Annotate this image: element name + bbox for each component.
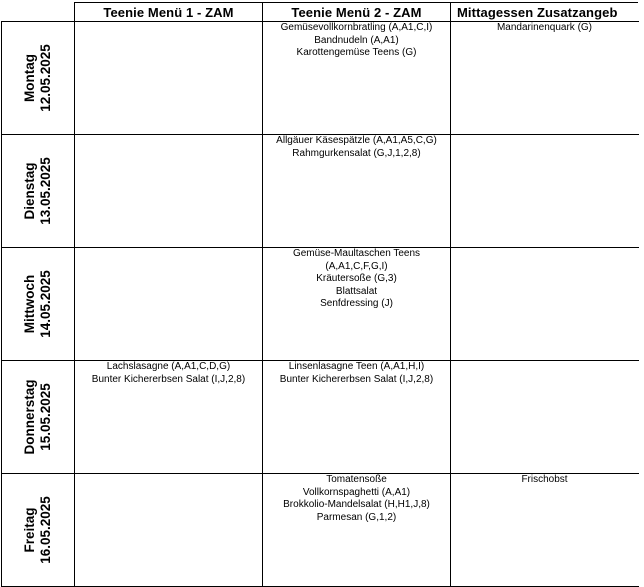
- dish-line: Allgäuer Käsespätzle (A,A1,A5,C,G): [276, 135, 437, 146]
- extra-cell: [451, 474, 639, 587]
- weekday: Dienstag: [22, 162, 37, 220]
- dish-line: Karottengemüse Teens (G): [296, 47, 417, 59]
- dish-line: Bunter Kichererbsen Salat (I,J,2,8): [279, 373, 434, 385]
- date: 16.05.2025: [38, 496, 53, 564]
- dish-line: Mandarinenquark (G): [496, 22, 593, 33]
- weekday: Montag: [22, 54, 37, 103]
- extra-cell: [451, 361, 639, 474]
- menu2-cell: [263, 135, 451, 248]
- menu1-cell: [75, 361, 263, 474]
- extra-cell: [451, 248, 639, 361]
- dish-line: Kräutersoße (G,3): [316, 273, 397, 285]
- day-cell-friday: [2, 474, 75, 587]
- day-cell-wednesday: [2, 248, 75, 361]
- dish-line: (A,A1,C,F,G,I): [325, 260, 388, 272]
- dish-line: Lachslasagne (A,A1,C,D,G): [106, 361, 231, 372]
- day-row-friday: [2, 474, 639, 587]
- dish-line: Gemüsevollkornbratling (A,A1,C,I): [280, 22, 433, 33]
- day-label: [22, 157, 54, 225]
- menu2-cell: [263, 248, 451, 361]
- date: 12.05.2025: [38, 44, 53, 112]
- header-menu-1: Teenie Menü 1 - ZAM: [75, 3, 263, 22]
- day-row-tuesday: [2, 135, 639, 248]
- menu1-cell: [75, 248, 263, 361]
- menu2-cell: [263, 474, 451, 587]
- dish-line: Senfdressing (J): [320, 298, 393, 310]
- menu2-cell: [263, 22, 451, 135]
- dish-line: Parmesan (G,1,2): [316, 511, 397, 523]
- header-menu-2: Teenie Menü 2 - ZAM: [263, 3, 451, 22]
- day-row-wednesday: [2, 248, 639, 361]
- menu1-cell: [75, 22, 263, 135]
- dish-line: Rahmgurkensalat (G,J,1,2,8): [292, 147, 421, 159]
- menu2-cell: [263, 361, 451, 474]
- extra-cell: [451, 135, 639, 248]
- dish-line: Gemüse-Maultaschen Teens: [292, 248, 421, 259]
- dish-line: Brokkolio-Mandelsalat (H,H1,J,8): [283, 499, 430, 511]
- day-cell-monday: [2, 22, 75, 135]
- day-label: [22, 496, 54, 564]
- dish-line: Bunter Kichererbsen Salat (I,J,2,8): [91, 373, 246, 385]
- menu-table: [1, 2, 639, 587]
- dish-line: Bandnudeln (A,A1): [314, 34, 399, 46]
- day-row-monday: [2, 22, 639, 135]
- day-row-thursday: [2, 361, 639, 474]
- date: 14.05.2025: [38, 270, 53, 338]
- menu1-cell: [75, 474, 263, 587]
- dish-line: Vollkornspaghetti (A,A1): [302, 486, 411, 498]
- extra-cell: [451, 22, 639, 135]
- day-label: [22, 44, 54, 112]
- header-corner: [2, 3, 75, 22]
- date: 15.05.2025: [38, 383, 53, 451]
- dish-line: Blattsalat: [335, 285, 378, 297]
- day-label: [22, 270, 54, 338]
- dish-line: Linsenlasagne Teen (A,A1,H,I): [288, 361, 425, 372]
- day-cell-tuesday: [2, 135, 75, 248]
- dish-line: Tomatensoße: [326, 474, 387, 485]
- day-label: [22, 379, 54, 454]
- weekday: Mittwoch: [22, 274, 37, 334]
- dish-line: Frischobst: [521, 474, 568, 485]
- menu1-cell: [75, 135, 263, 248]
- header-row: [2, 3, 639, 22]
- weekday: Freitag: [22, 507, 37, 553]
- header-extra: Mittagessen Zusatzangeb: [451, 3, 639, 22]
- weekday: Donnerstag: [22, 379, 37, 455]
- day-cell-thursday: [2, 361, 75, 474]
- date: 13.05.2025: [38, 157, 53, 225]
